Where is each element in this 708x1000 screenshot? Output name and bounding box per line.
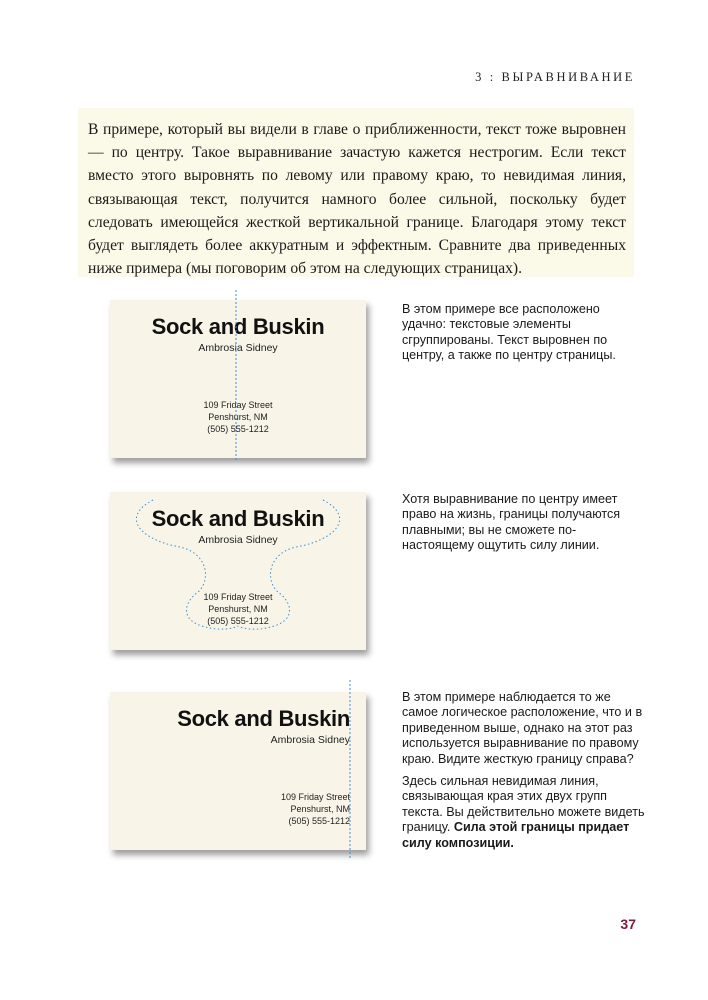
card-address [281,791,350,827]
card-address-line: Penshurst, NM [208,604,268,614]
card-address-line: 109 Friday Street [203,592,273,602]
card-address-line: Penshurst, NM [208,412,268,422]
card-address [110,591,366,627]
caption-third-bold: Сила этой границы придает силу композиции. [402,820,630,850]
caption-third-text: Здесь сильная невидимая линия, связывающая края этих двух групп текста. Вы действительно можете видеть границу. [402,774,645,835]
caption-third [402,690,647,851]
caption-third-paragraph-1: В этом примере наблюдается то же самое логическое расположение, что и в приведенном выше, однако на этот раз используется выравнивание по правому краю. Видите жесткую границу справа? [402,690,643,766]
card-name: Ambrosia Sidney [198,342,278,354]
card-title: Sock and Buskin [151,506,325,531]
page-number: 37 [620,916,636,932]
card-name: Ambrosia Sidney [270,734,350,746]
business-card-centered [110,300,366,458]
caption-second: Хотя выравнивание по центру имеет право на жизнь, границы получаются плавными; вы не сможете по-настоящему ощутить силу линии. [402,492,621,553]
card-address-line: 109 Friday Street [203,400,273,410]
business-card-centered-wavy [110,492,366,650]
card-title: Sock and Buskin [151,314,325,339]
chapter-header: 3 : ВЫРАВНИВАНИЕ [475,70,635,84]
card-address-line: (505) 555-1212 [288,816,350,826]
card-title: Sock and Buskin [177,706,350,731]
card-address [110,399,366,435]
caption-third-paragraph-2 [402,774,647,851]
business-card-right-aligned [110,692,366,850]
card-name: Ambrosia Sidney [198,534,278,546]
caption-first: В этом примере все расположено удачно: текстовые элементы сгруппированы. Текст выровнен по центру, а также по центру страницы. [402,302,616,363]
card-address-line: (505) 555-1212 [207,616,269,626]
intro-box [78,108,634,277]
card-address-line: Penshurst, NM [290,804,350,814]
intro-paragraph: В примере, который вы видели в главе о приближенности, текст тоже выровнен — по центру. Такое выравнивание зачастую кажется нестрогим. Если текст вместо этого выровнять по левому или правому краю, то невидимая линия, связывающая текст, получится намного более сильной, поскольку будет следовать имеющейся жесткой вертикальной границе. Благодаря этому текст будет выглядеть более аккуратным и эффектным. Сравните два приведенных ниже примера (мы поговорим об этом на следующих страницах). [88,121,626,278]
card-address-line: 109 Friday Street [280,792,350,802]
card-address-line: (505) 555-1212 [207,424,269,434]
